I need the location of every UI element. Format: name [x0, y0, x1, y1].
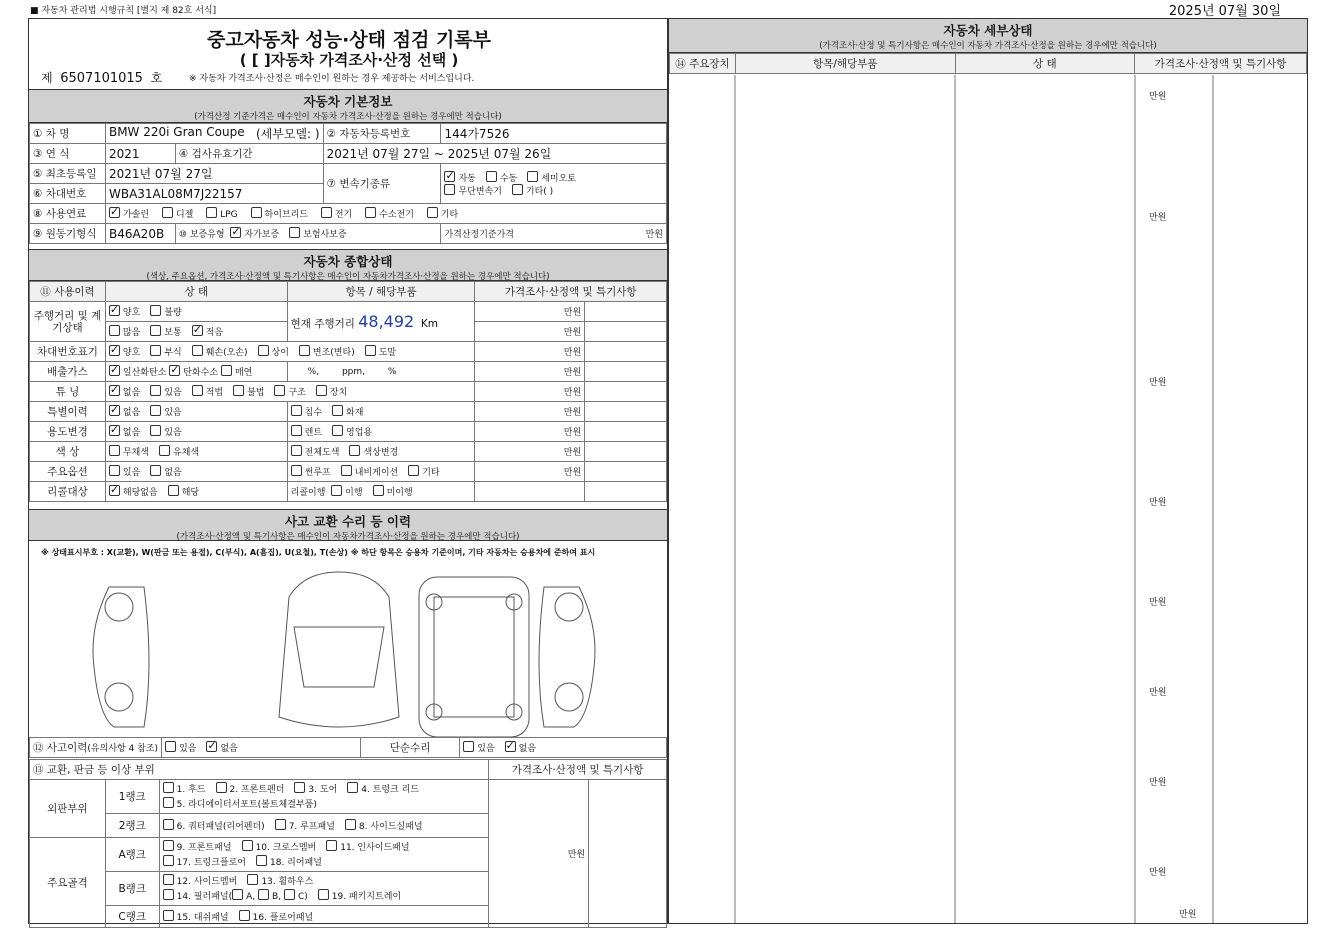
- detail-grid: [669, 75, 1307, 923]
- col-header: 상 태: [955, 54, 1135, 74]
- trans-options: ✓ 자동 수동 세미오토 무단변속기 기타( ): [441, 164, 667, 204]
- summary-table: ⑪ 사용이력 상 태 항목 / 해당부품 가격조사·산정액 및 특기사항 주행거리 및 계기상태 ✓양호 불량 현재 주행거리 48,492 Km 만원 많음 보통✓ 적음 만원 차대번호표기 ✓ 양호 부식 훼손(오손) 상이 변조(변타) 도말 만원 배출가스 ✓ 일산화탄소 ✓ 탄화수소 매연 %, ppm, % 만원 튜 닝 ✓ 없음 있음 적법 불법 구조 장치 만원 특별이력 ✓ 없음 있음 침수 화재 만원 용도변경 ✓ 없음 있음 렌트 영업용 만원 색 상 무채색 유채색 전체도색 색상변경 만원 주요옵션 있음 없음 썬루프 내비게이션 기타 만원 리콜대상 ✓ 해당없음 해당 리콜이행 이행 미이행: [29, 281, 667, 502]
- reg-number: 144가7526: [441, 124, 667, 144]
- checkbox[interactable]: [332, 425, 343, 436]
- checkbox[interactable]: [408, 465, 419, 476]
- usage-label: 용도변경: [30, 422, 106, 442]
- checkbox[interactable]: [109, 385, 120, 396]
- checkbox[interactable]: [326, 840, 337, 851]
- checkbox[interactable]: [109, 465, 120, 476]
- checkbox[interactable]: [221, 365, 232, 376]
- checkbox[interactable]: [192, 345, 203, 356]
- checkbox[interactable]: [163, 889, 174, 900]
- year-label: ③ 연 식: [30, 144, 106, 164]
- car-diagram: [69, 567, 629, 737]
- page-title: 중고자동차 성능·상태 점검 기록부: [206, 29, 492, 51]
- fuel-options: ✓ 가솔린 디젤 LPG 하이브리드 전기 수소전기 기타: [105, 204, 666, 224]
- checkbox[interactable]: [373, 485, 384, 496]
- checkbox[interactable]: [274, 385, 285, 396]
- report-date: 2025년 07월 30일: [1168, 4, 1281, 19]
- checkbox[interactable]: [331, 485, 342, 496]
- checkbox[interactable]: [109, 365, 120, 376]
- vin: WBA31AL08M7J22157: [105, 184, 323, 204]
- checkbox[interactable]: [463, 741, 474, 752]
- checkbox[interactable]: [163, 819, 174, 830]
- service-note: ※ 자동차 가격조사·산정은 매수인이 원하는 경우 제공하는 서비스입니다.: [189, 74, 475, 84]
- checkbox[interactable]: [165, 741, 176, 752]
- checkbox[interactable]: [349, 445, 360, 456]
- checkbox[interactable]: [347, 782, 358, 793]
- detail-model: (세부모델: ): [255, 127, 320, 141]
- accident-table: ⑫ 사고이력(유의사항 4 참조) 있음✓ 없음 단순수리 있음✓ 없음: [29, 737, 667, 758]
- checkbox[interactable]: [206, 207, 217, 218]
- unit-label: 만원: [1149, 598, 1167, 608]
- checkbox[interactable]: [163, 910, 174, 921]
- color-label: 색 상: [30, 442, 106, 462]
- current-mileage: 현재 주행거리 48,492 Km: [287, 302, 475, 342]
- checkbox[interactable]: [150, 425, 161, 436]
- outer-label: 외판부위: [30, 780, 106, 838]
- tuning-label: 튜 닝: [30, 382, 106, 402]
- checkbox[interactable]: [275, 819, 286, 830]
- first-reg-label: ⑤ 최초등록일: [30, 164, 106, 184]
- checkbox[interactable]: [256, 855, 267, 866]
- checkbox[interactable]: [163, 782, 174, 793]
- engine-label: ⑨ 원동기형식: [30, 224, 106, 244]
- checkbox[interactable]: [109, 425, 120, 436]
- basic-info-header: 자동차 기본정보 (가격산정 기준가격은 매수인이 자동차 가격조사·산정을 원하는 경우에만 적습니다): [29, 89, 667, 123]
- rank2-label: 2랭크: [105, 814, 159, 838]
- recall-label: 리콜대상: [30, 482, 106, 502]
- valid-label: ④ 검사유효기간: [175, 144, 323, 164]
- checkbox[interactable]: [444, 171, 455, 182]
- checkbox[interactable]: [109, 325, 120, 336]
- unit-label: 만원: [1179, 910, 1197, 920]
- checkbox[interactable]: [109, 485, 120, 496]
- unit-label: 만원: [1149, 778, 1167, 788]
- status-legend: ※ 상태표시부호 : X(교환), W(판금 또는 용접), C(부식), A(흠집), U(요철), T(손상) ※ 하단 항목은 승용차 기준이며, 기타 자동차는 승용차에 준하여 표시: [41, 548, 596, 557]
- checkbox[interactable]: [291, 465, 302, 476]
- checkbox[interactable]: [230, 227, 241, 238]
- col-header: 상 태: [105, 282, 287, 302]
- frame-label: 주요골격: [30, 838, 106, 928]
- rank1-label: 1랭크: [105, 780, 159, 814]
- document-number: 제 6507101015 호: [41, 71, 163, 86]
- option-label: 주요옵션: [30, 462, 106, 482]
- legal-basis: ■ 자동차 관리법 시행규칙 [별지 제 82호 서식]: [30, 6, 217, 16]
- basic-info-table: [29, 123, 667, 244]
- checkbox[interactable]: [109, 345, 120, 356]
- col-header: 가격조사·산정액 및 특기사항: [489, 760, 667, 780]
- rankA-label: A랭크: [105, 838, 159, 872]
- checkbox[interactable]: [239, 910, 250, 921]
- checkbox[interactable]: [109, 445, 120, 456]
- vin-label: ⑥ 차대번호: [30, 184, 106, 204]
- checkbox[interactable]: [427, 207, 438, 218]
- checkbox[interactable]: [168, 485, 179, 496]
- checkbox[interactable]: [192, 385, 203, 396]
- fuel-label: ⑧ 사용연료: [30, 204, 106, 224]
- unit-label: 만원: [1149, 498, 1167, 508]
- reg-label: ② 자동차등록번호: [323, 124, 441, 144]
- checkbox[interactable]: [150, 325, 161, 336]
- detail-body: [669, 75, 1307, 923]
- checkbox[interactable]: [247, 874, 258, 885]
- unit-label: 만원: [1149, 688, 1167, 698]
- checkbox[interactable]: [150, 465, 161, 476]
- checkbox[interactable]: [505, 741, 516, 752]
- checkbox[interactable]: [294, 782, 305, 793]
- car-name-label: ① 차 명: [30, 124, 106, 144]
- rankC-label: C랭크: [105, 906, 159, 928]
- col-header: 가격조사·산정액 및 특기사항: [475, 282, 667, 302]
- checkbox[interactable]: [365, 207, 376, 218]
- checkbox[interactable]: [251, 207, 262, 218]
- emission-label: 배출가스: [30, 362, 106, 382]
- checkbox[interactable]: [163, 855, 174, 866]
- checkbox[interactable]: [332, 405, 343, 416]
- first-reg: 2021년 07월 27일: [105, 164, 323, 184]
- unit-label: 만원: [1149, 378, 1167, 388]
- checkbox[interactable]: [258, 345, 269, 356]
- col-header: ⑪ 사용이력: [30, 282, 106, 302]
- checkbox[interactable]: [289, 227, 300, 238]
- checkbox[interactable]: [316, 385, 327, 396]
- valid-period: 2021년 07월 27일 ~ 2025년 07월 26일: [323, 144, 666, 164]
- accident-header: 사고 교환 수리 등 이력 (가격조사·산정액 및 특기사항은 매수인이 자동차가격조사·산정을 원하는 경우에만 적습니다): [29, 509, 667, 541]
- checkbox[interactable]: [150, 305, 161, 316]
- checkbox[interactable]: [150, 405, 161, 416]
- checkbox[interactable]: [321, 207, 332, 218]
- checkbox[interactable]: [291, 405, 302, 416]
- engine-type: B46A20B: [105, 224, 175, 244]
- checkbox[interactable]: [365, 345, 376, 356]
- right-panel: [668, 18, 1308, 924]
- car-name: BMW 220i Gran Coupe: [108, 125, 245, 139]
- unit-label: 만원: [1149, 92, 1167, 102]
- trans-label: ⑦ 변속기종류: [323, 164, 441, 204]
- unit-label: 만원: [1149, 868, 1167, 878]
- checkbox[interactable]: [109, 207, 120, 218]
- checkbox[interactable]: [486, 171, 497, 182]
- col-header: 가격조사·산정액 및 특기사항: [1135, 54, 1307, 74]
- checkbox[interactable]: [318, 889, 329, 900]
- checkbox[interactable]: [258, 889, 269, 900]
- checkbox[interactable]: [233, 385, 244, 396]
- page-subtitle: ( [ ]자동차 가격조사·산정 선택 ): [239, 51, 459, 69]
- checkbox[interactable]: [299, 345, 310, 356]
- detail-header: 자동차 세부상태 (가격조사·산정 및 특기사항은 매수인이 자동차 가격조사·산정을 원하는 경우에만 적습니다): [669, 19, 1307, 53]
- exchange-label: ⑬ 교환, 판금 등 이상 부위: [30, 760, 489, 780]
- checkbox[interactable]: [169, 365, 180, 376]
- checkbox[interactable]: [284, 889, 295, 900]
- col-header: 항목/해당부품: [735, 54, 955, 74]
- checkbox[interactable]: [291, 445, 302, 456]
- checkbox[interactable]: [159, 445, 170, 456]
- mileage-label: 주행거리 및 계기상태: [30, 302, 106, 342]
- checkbox[interactable]: [444, 184, 455, 195]
- warranty-options: ⑩ 보증유형 ✓ 자가보증 보험사보증: [175, 224, 441, 244]
- summary-header: 자동차 종합상태 (색상, 주요옵션, 가격조사·산정액 및 특기사항은 매수인이 자동차가격조사·산정을 원하는 경우에만 적습니다): [29, 249, 667, 281]
- checkbox[interactable]: [512, 184, 523, 195]
- col-header: ⑭ 주요장치: [670, 54, 736, 74]
- left-panel: [28, 18, 668, 924]
- checkbox[interactable]: [192, 325, 203, 336]
- exchange-table: ⑬ 교환, 판금 등 이상 부위 가격조사·산정액 및 특기사항 외판부위 1랭크 1. 후드 2. 프론트펜더 3. 도어 4. 트렁크 리드 5. 라디에이터서포트(볼트체결부품) 만원 2랭크 6. 쿼터패널(리어펜더) 7. 루프패널 8. 사이드실패널 주요골격 A랭크 9. 프론트패널 10. 크로스멤버 11. 인사이드패널 17. 트렁크플로어 18. 리어패널 B랭크 12. 사이드멤버 13. 휠하우스 14. 필러패널( A, B, C) 19. 패키지트레이 C랭크 15. 대쉬패널 16. 플로어패널: [29, 759, 667, 928]
- repair-label: 단순수리: [360, 738, 459, 758]
- checkbox[interactable]: [150, 385, 161, 396]
- col-header: 항목 / 해당부품: [287, 282, 475, 302]
- special-label: 특별이력: [30, 402, 106, 422]
- checkbox[interactable]: [527, 171, 538, 182]
- plate-label: 차대번호표기: [30, 342, 106, 362]
- checkbox[interactable]: [109, 405, 120, 416]
- checkbox[interactable]: [206, 741, 217, 752]
- checkbox[interactable]: [163, 840, 174, 851]
- checkbox[interactable]: [162, 207, 173, 218]
- checkbox[interactable]: [216, 782, 227, 793]
- checkbox[interactable]: [109, 305, 120, 316]
- rankB-label: B랭크: [105, 872, 159, 906]
- checkbox[interactable]: [242, 840, 253, 851]
- checkbox[interactable]: [232, 889, 243, 900]
- checkbox[interactable]: [345, 819, 356, 830]
- checkbox[interactable]: [163, 797, 174, 808]
- unit-label: 만원: [1149, 213, 1167, 223]
- checkbox[interactable]: [341, 465, 352, 476]
- checkbox[interactable]: [291, 425, 302, 436]
- detail-table: [669, 53, 1307, 74]
- accident-history-label: ⑫ 사고이력(유의사항 4 참조): [30, 738, 162, 758]
- checkbox[interactable]: [150, 345, 161, 356]
- model-year: 2021: [105, 144, 175, 164]
- checkbox[interactable]: [163, 874, 174, 885]
- base-price: 가격산정기준가격 만원: [441, 224, 667, 244]
